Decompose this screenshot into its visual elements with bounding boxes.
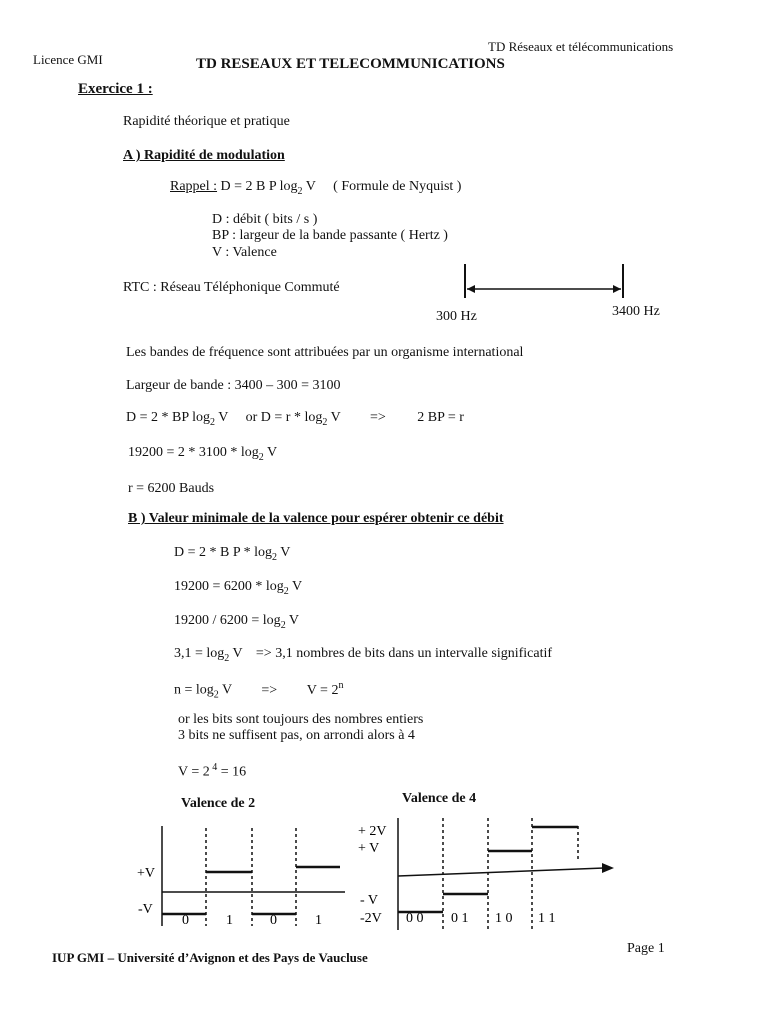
valence-line-1: D = 2 * B P * $\log_2 V$ bbox=[174, 545, 291, 563]
rtc-definition: RTC : Réseau Téléphonique Commuté bbox=[123, 280, 340, 295]
v2-bit-label: 1 bbox=[226, 913, 233, 928]
definition-bp: BP : largeur de la bande passante ( Hertz ) bbox=[212, 228, 448, 243]
valence-4-diagram bbox=[352, 812, 622, 937]
valence-4-title: Valence de 4 bbox=[402, 791, 477, 806]
v4-bit-label: 0 0 bbox=[406, 911, 424, 926]
valence-line-2: $19200 = 6200 * \log_2 V$ bbox=[174, 579, 303, 597]
section-a-heading: A ) Rapidité de modulation bbox=[123, 148, 285, 163]
valence-line-3: $19200 / 6200 = \log_2 V$ bbox=[174, 613, 300, 631]
v4-x-axis bbox=[398, 868, 604, 876]
valence-2-diagram bbox=[130, 818, 350, 933]
nyquist-formula: Rappel : D = 2 B P $\log_2 V$ ( Formule de Nyquist ) bbox=[170, 179, 462, 197]
bandwidth-range-diagram bbox=[455, 260, 635, 305]
page-number: Page 1 bbox=[627, 941, 665, 956]
v4-axis-arrowhead bbox=[602, 863, 614, 873]
valence-line-4: $3,1 = \log_2 V => 3,1$ nombres de bits dans un intervalle significatif bbox=[174, 646, 553, 664]
rappel-label: Rappel : bbox=[170, 179, 218, 194]
exercise-title: Exercice 1 : bbox=[78, 81, 153, 97]
v4-bit-label: 0 1 bbox=[451, 911, 469, 926]
band-arrow-right bbox=[613, 285, 621, 293]
v4-minus2-label: -2V bbox=[360, 911, 382, 926]
bands-text: Les bandes de fréquence sont attribuées par un organisme international bbox=[126, 345, 524, 360]
band-high-label: 3400 Hz bbox=[612, 304, 660, 319]
equation-nyquist: D = 2 * BP $\log_2 V$ or $D = r * \log_2 V => 2$ BP = r bbox=[126, 410, 464, 428]
bandwidth-line: Largeur de bande : 3400 – 300 = 3100 bbox=[126, 378, 341, 393]
valence-2-title: Valence de 2 bbox=[181, 796, 256, 811]
v4-bit-label: 1 1 bbox=[538, 911, 556, 926]
v4-plus1-label: + V bbox=[358, 841, 380, 856]
formula-note: ( Formule de Nyquist ) bbox=[333, 179, 462, 194]
v2-plus-label: +V bbox=[137, 866, 156, 881]
valence-line-7: 3 bits ne suffisent pas, on arrondi alors à 4 bbox=[178, 728, 415, 743]
definition-d: D : débit ( bits / s ) bbox=[212, 212, 318, 227]
definition-v: V : Valence bbox=[212, 245, 277, 260]
exercise-subtitle: Rapidité théorique et pratique bbox=[123, 114, 290, 129]
v2-bit-label: 0 bbox=[182, 913, 189, 928]
page-title: TD RESEAUX ET TELECOMMUNICATIONS bbox=[196, 56, 505, 72]
section-b-heading: B ) Valeur minimale de la valence pour espérer obtenir ce débit bbox=[128, 511, 504, 526]
v4-bit-label: 1 0 bbox=[495, 911, 513, 926]
valence-line-6: or les bits sont toujours des nombres entiers bbox=[178, 712, 424, 727]
valence-line-5: $n = \log_2 V => V = 2^n$ bbox=[174, 680, 344, 701]
header-right: TD Réseaux et télécommunications bbox=[488, 39, 674, 54]
result-bauds: r = 6200 Bauds bbox=[128, 481, 215, 496]
equation-substitution: $19200 = 2 * 3100 * \log_2 V$ bbox=[128, 445, 278, 463]
footer-left: IUP GMI – Université d’Avignon et des Pays de Vaucluse bbox=[52, 950, 368, 965]
v2-bit-label: 0 bbox=[270, 913, 277, 928]
v2-minus-label: -V bbox=[138, 902, 153, 917]
v2-bit-label: 1 bbox=[315, 913, 322, 928]
valence-line-8: V = 2 $^4$ = 16 bbox=[178, 762, 247, 780]
band-arrow-left bbox=[467, 285, 475, 293]
band-low-label: 300 Hz bbox=[436, 309, 477, 324]
v4-plus2-label: + 2V bbox=[358, 824, 387, 839]
header-left: Licence GMI bbox=[33, 52, 103, 67]
v4-minus1-label: - V bbox=[360, 893, 379, 908]
